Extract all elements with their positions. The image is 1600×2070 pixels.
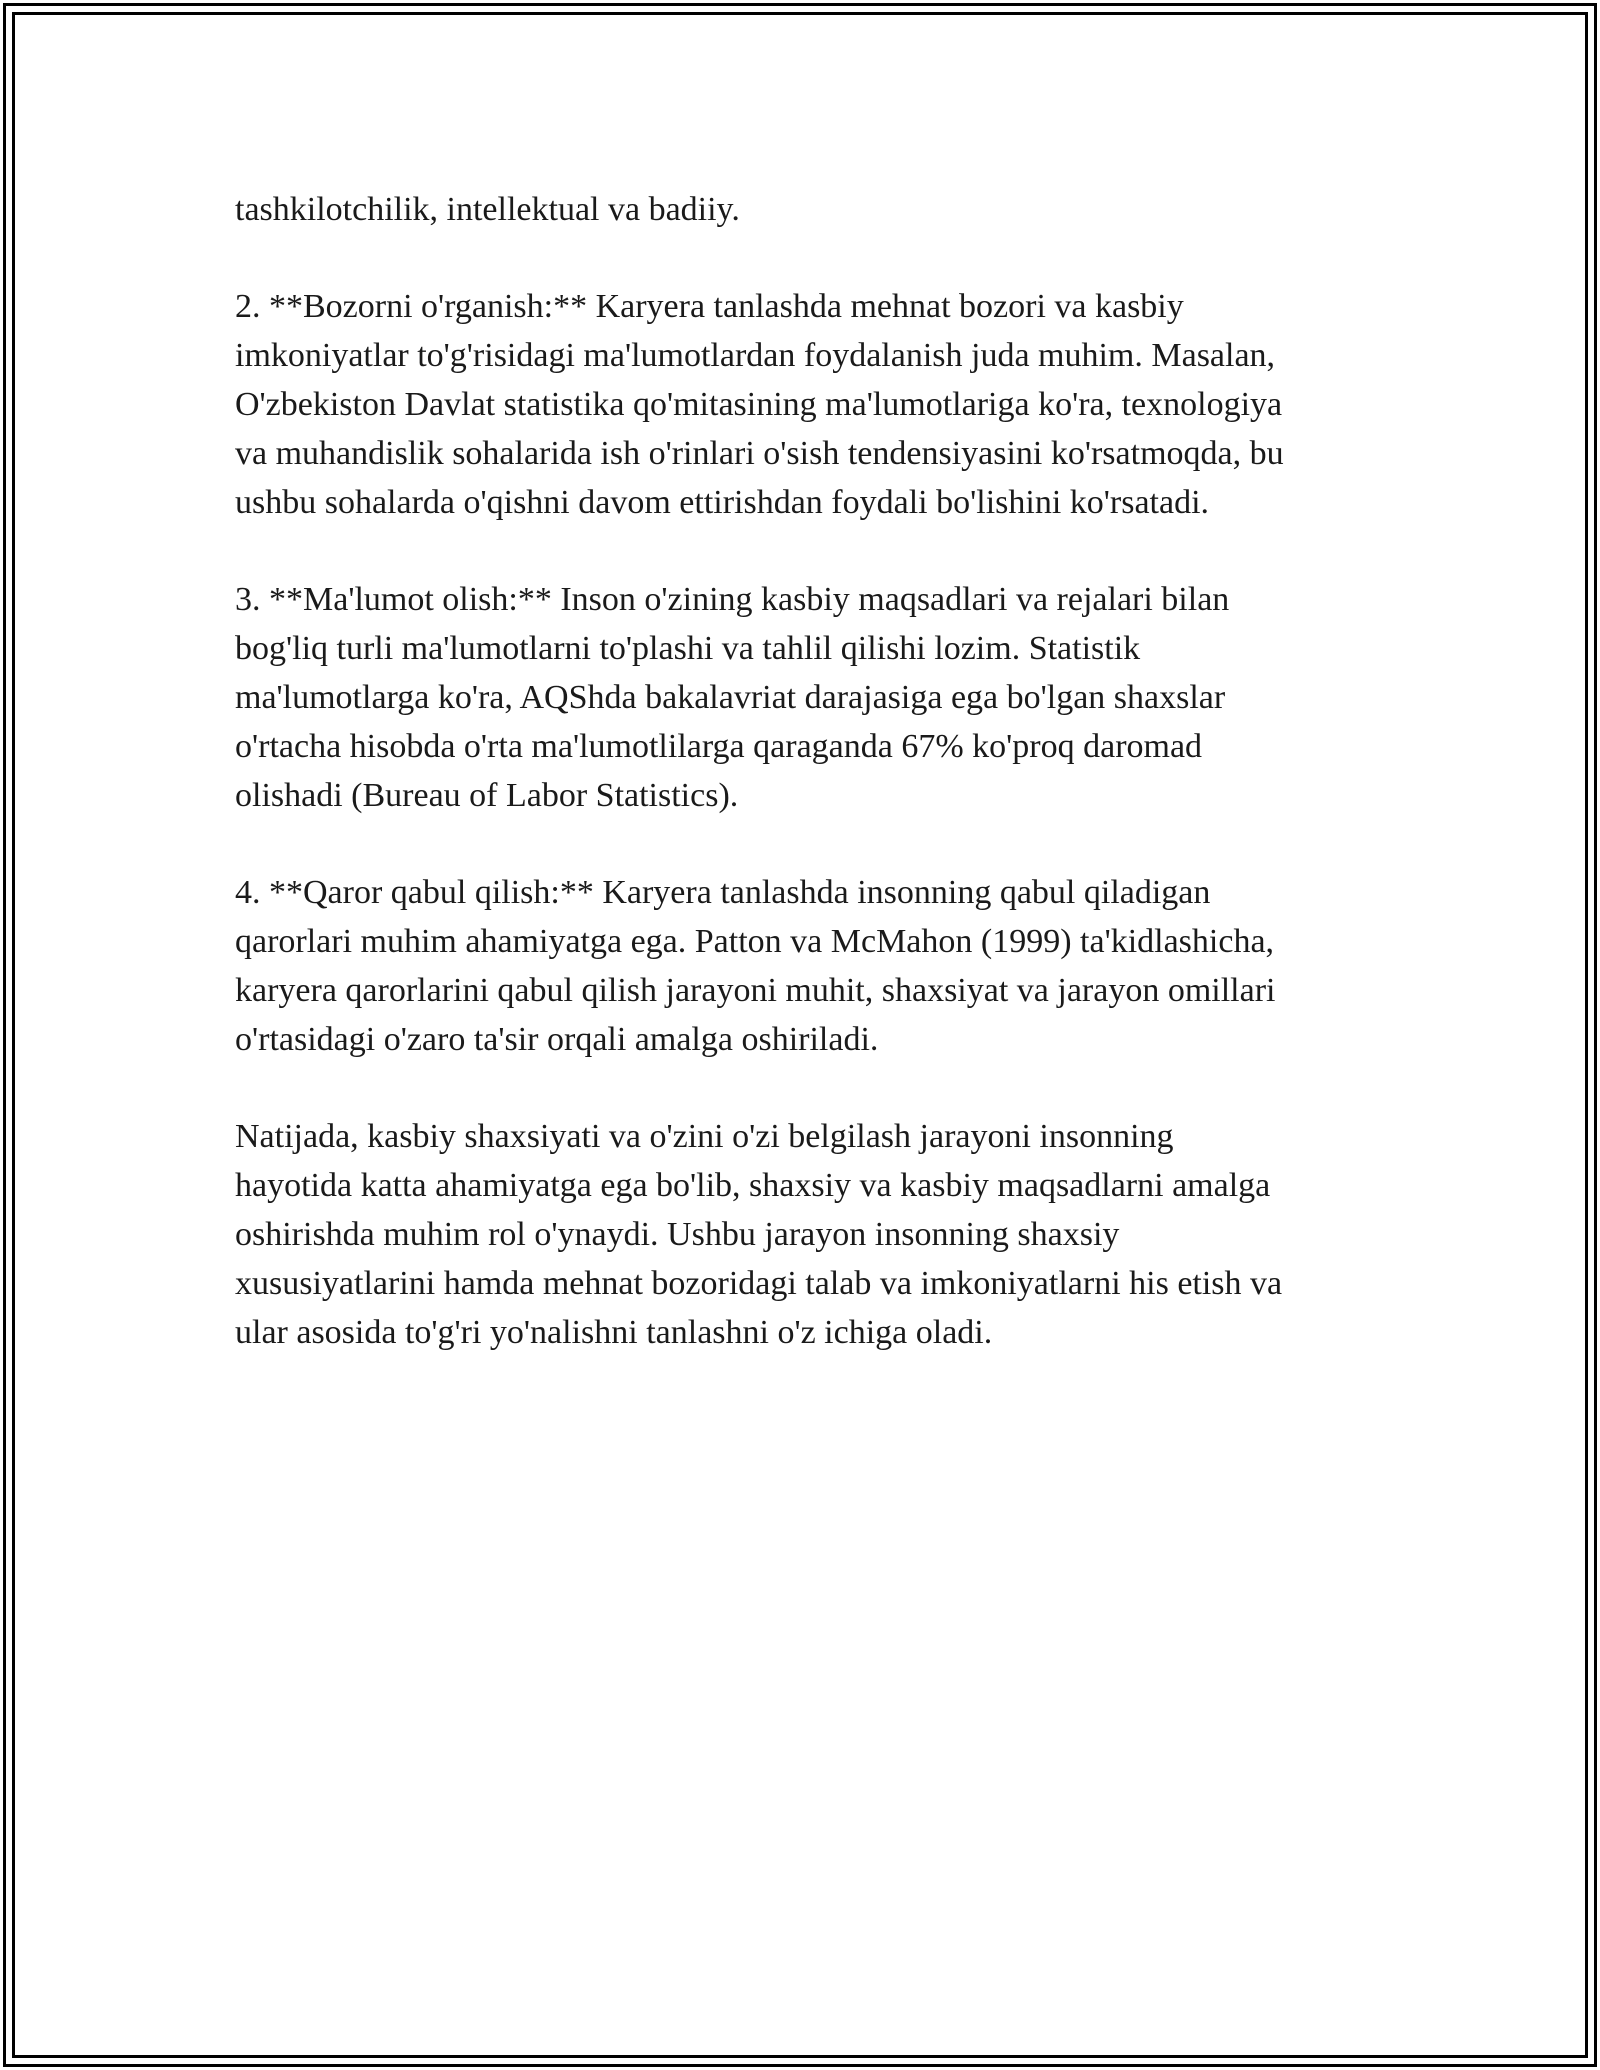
paragraph-intro-continuation bbox=[235, 185, 1375, 234]
text-line: oshirishda muhim rol o'ynaydi. Ushbu jarayon insonning shaxsiy bbox=[235, 1216, 1120, 1253]
text-line: ushbu sohalarda o'qishni davom ettirishdan foydali bo'lishini ko'rsatadi. bbox=[235, 484, 1210, 521]
text-line: imkoniyatlar to'g'risidagi ma'lumotlardan foydalanish juda muhim. Masalan, bbox=[235, 337, 1276, 374]
text-line: tashkilotchilik, intellektual va badiiy. bbox=[235, 191, 740, 228]
paragraph-gap bbox=[235, 820, 1375, 868]
text-line: xususiyatlarini hamda mehnat bozoridagi talab va imkoniyatlarni his etish va bbox=[235, 1265, 1283, 1302]
paragraph-conclusion bbox=[235, 1112, 1375, 1357]
paragraph-gap bbox=[235, 234, 1375, 282]
text-line: olishadi (Bureau of Labor Statistics). bbox=[235, 777, 739, 814]
paragraph-gap bbox=[235, 527, 1375, 575]
text-line: o'rtasidagi o'zaro ta'sir orqali amalga oshiriladi. bbox=[235, 1021, 879, 1058]
text-line: ular asosida to'g'ri yo'nalishni tanlashni o'z ichiga oladi. bbox=[235, 1314, 993, 1351]
paragraph-malumot-olish bbox=[235, 575, 1375, 820]
text-line: karyera qarorlarini qabul qilish jarayoni muhit, shaxsiyat va jarayon omillari bbox=[235, 972, 1276, 1009]
text-line: bog'liq turli ma'lumotlarni to'plashi va tahlil qilishi lozim. Statistik bbox=[235, 630, 1141, 667]
text-line: O'zbekiston Davlat statistika qo'mitasining ma'lumotlariga ko'ra, texnologiya bbox=[235, 386, 1283, 423]
text-line: Natijada, kasbiy shaxsiyati va o'zini o'zi belgilash jarayoni insonning bbox=[235, 1118, 1174, 1155]
text-line: 2. **Bozorni o'rganish:** Karyera tanlashda mehnat bozori va kasbiy bbox=[235, 288, 1184, 325]
text-line: va muhandislik sohalarida ish o'rinlari o'sish tendensiyasini ko'rsatmoqda, bu bbox=[235, 435, 1284, 472]
text-line: qarorlari muhim ahamiyatga ega. Patton va McMahon (1999) ta'kidlashicha, bbox=[235, 923, 1275, 960]
text-line: hayotida katta ahamiyatga ega bo'lib, shaxsiy va kasbiy maqsadlarni amalga bbox=[235, 1167, 1271, 1204]
text-line: 3. **Ma'lumot olish:** Inson o'zining kasbiy maqsadlari va rejalari bilan bbox=[235, 581, 1230, 618]
text-line: o'rtacha hisobda o'rta ma'lumotlilarga qaraganda 67% ko'proq daromad bbox=[235, 728, 1203, 765]
paragraph-gap bbox=[235, 1064, 1375, 1112]
document-body bbox=[235, 185, 1375, 1357]
paragraph-qaror-qabul-qilish bbox=[235, 868, 1375, 1064]
text-line: ma'lumotlarga ko'ra, AQShda bakalavriat darajasiga ega bo'lgan shaxslar bbox=[235, 679, 1226, 716]
text-line: 4. **Qaror qabul qilish:** Karyera tanlashda insonning qabul qiladigan bbox=[235, 874, 1211, 911]
paragraph-bozorni-organish bbox=[235, 282, 1375, 527]
